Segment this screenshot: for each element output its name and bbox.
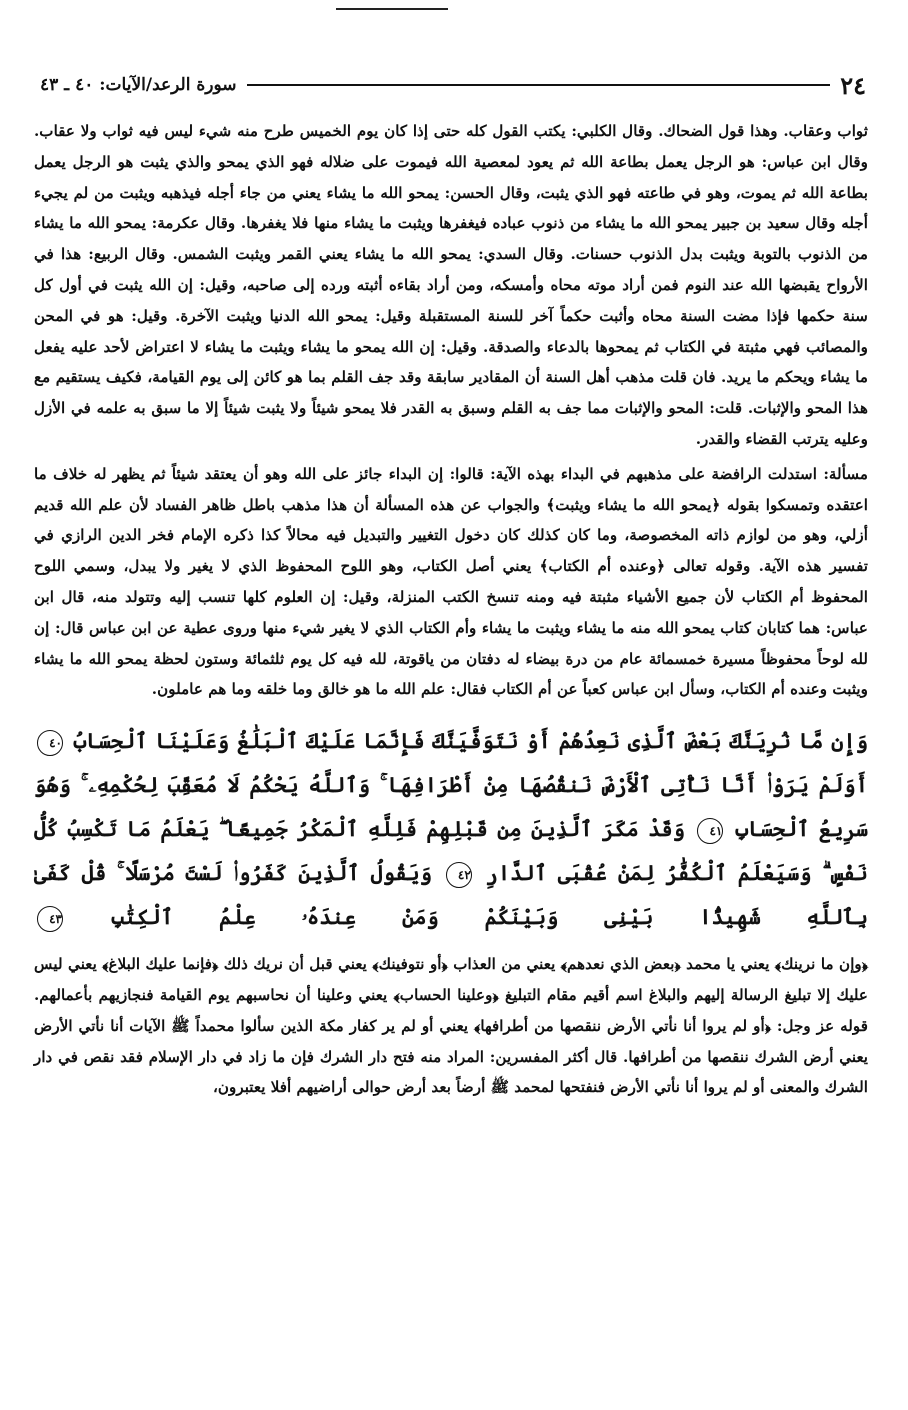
top-edge-mark	[336, 8, 448, 10]
surah-verse-range-title: سورة الرعد/الآيات: ٤٠ ـ ٤٣	[40, 75, 237, 95]
verse-40-marker: ٤٠	[37, 730, 63, 756]
issue-text: استدلت الرافضة على مذهبهم في البداء بهذه الآية: قالوا: إن البداء جائز على الله وهو أن يعتقد شيئاً ثم يظهر له خلاف ما اعتقده وتمسكوا بقوله ﴿يمحو الله ما يشاء ويثبت﴾ والجواب عن هذه المسألة أن هذا مذهب باطل ظاهر الفساد لأن علم الله قديم أزلي، وهو من لوازم ذاته المخصوصة، وما كان كذلك كان دخول التغيير والتبديل فيه محالاً كذا ذكره الإمام فخر الدين الرازي في تفسير هذه الآية. وقوله تعالى ﴿وعنده أم الكتاب﴾ يعني أصل الكتاب، وهو اللوح المحفوظ الذي لا يغير ولا يبدل، وسمي اللوح المحفوظ أم الكتاب لأن جميع الأشياء مثبتة فيه ومنه تنسخ الكتب المنزلة، وقيل: إن العلوم كلها تنسب إليه وتتولد منه، قال ابن عباس: هما كتابان كتاب يمحو الله منه ما يشاء ويثبت ما يشاء وأم الكتاب الذي لا يغير شيء منها وروى عطية عن ابن عباس قال: إن لله لوحاً محفوظاً مسيرة خمسمائة عام من درة بيضاء له دفتان من ياقوتة، لله فيه كل يوم ثلثمائة وستون لحظة يمحو الله ما يشاء ويثبت وعنده أم الكتاب، وسأل ابن عباس كعباً عن أم الكتاب فقال: علم الله ما هو خالق وما خلقه وما هم عاملون.	[34, 464, 868, 699]
verse-42-text: وَقَدْ مَكَرَ ٱلَّذِينَ مِن قَبْلِهِمْ فَلِلَّهِ ٱلْمَكْرُ جَمِيعًا ۖ يَعْلَمُ مَا تَكْسِبُ كُلُّ نَفْسٍ ۗ وَسَيَعْلَمُ ٱلْكُفَّٰرُ لِمَنْ عُقْبَى ٱلدَّارِ	[34, 816, 868, 886]
issue-label: مسألة:	[823, 464, 868, 483]
page-number: ٢٤	[840, 70, 866, 100]
header-rule	[247, 84, 831, 86]
verse-43-marker: ٤٣	[37, 906, 63, 932]
verse-41-text: أَوَلَمْ يَرَوْا۟ أَنَّا نَأْتِى ٱلْأَرْضَ نَنقُصُهَا مِنْ أَطْرَافِهَا ۚ وَٱللَّهُ يَحْكُمُ لَا مُعَقِّبَ لِحُكْمِهِۦ ۚ وَهُوَ سَرِيعُ ٱلْحِسَابِ	[34, 772, 869, 842]
commentary-paragraph-2	[34, 459, 868, 705]
commentary-paragraph-1: ثواب وعقاب. وهذا قول الضحاك. وقال الكلبي: يكتب القول كله حتى إذا كان يوم الخميس طرح منه شيء ليس فيه ثواب ولا عقاب. وقال ابن عباس: هو الرجل يعمل بطاعة الله ثم يعود لمعصية الله فيموت على ضلاله فهو الذي يمحو والذي يثبت هو الرجل يعمل بطاعة الله ثم يموت، وهو في طاعته فهو الذي يثبت، وقال الحسن: يمحو الله ما يشاء يعني من جاء أجله فيذهبه ويثبت من لم يجيء أجله وقال سعيد بن جبير يمحو الله ما يشاء من ذنوب عباده فيغفرها ويثبت ما يشاء منها فلا يغفرها. وقال عكرمة: يمحو الله ما يشاء من الذنوب بالتوبة ويثبت بدل الذنوب حسنات. وقال السدي: يمحو الله ما يشاء يعني القمر ويثبت الشمس. وقال الربيع: هذا في الأرواح يقبضها الله عند النوم فمن أراد موته محاه وأمسكه، ومن أراد بقاءه أثبته ورده إلى صاحبه، وقيل: إن الله يثبت في أول كل سنة حكمها فإذا مضت السنة محاه وأثبت حكماً آخر للسنة المستقبلة وقيل: يمحو الله الدنيا ويثبت الآخرة. وقيل: هو في المحن والمصائب فهي مثبتة في الكتاب ثم يمحوها بالدعاء والصدقة. وقيل: إن الله يمحو ما يشاء ويثبت ما يشاء لا اعتراض لأحد عليه يفعل ما يشاء ويحكم ما يريد. فان قلت مذهب أهل السنة أن المقادير سابقة وقد جف القلم بما هو كائن إلى يوم القيامة، فكيف يستقيم مع هذا المحو والإثبات. قلت: المحو والإثبات مما جف به القلم وسبق به القدر فلا يمحو شيئاً ولا يثبت شيئاً إلا ما سبق به علمه في الأزل وعليه يترتب القضاء والقدر.	[34, 122, 868, 448]
verse-43-text: وَيَقُولُ ٱلَّذِينَ كَفَرُوا۟ لَسْتَ مُرْسَلًا ۚ قُلْ كَفَىٰ بِٱللَّهِ شَهِيدًۢا بَيْنِى وَبَيْنَكُمْ وَمَنْ عِندَهُۥ عِلْمُ ٱلْكِتَٰبِ	[34, 860, 869, 930]
verse-41-marker: ٤١	[697, 818, 723, 844]
page-body	[34, 116, 868, 1103]
verse-42-marker: ٤٢	[446, 862, 472, 888]
verse-40-text: وَإِن مَّا نُرِيَنَّكَ بَعْضَ ٱلَّذِى نَعِدُهُمْ أَوْ نَتَوَفَّيَنَّكَ فَإِنَّمَا عَلَيْكَ ٱلْبَلَٰغُ وَعَلَيْنَا ٱلْحِسَابُ	[73, 728, 868, 754]
tafsir-paragraph: ﴿وإن ما نرينك﴾ يعني يا محمد ﴿بعض الذي نعدهم﴾ يعني من العذاب ﴿أو نتوفينك﴾ يعني قبل أن نريك ذلك ﴿فإنما عليك البلاغ﴾ يعني ليس عليك إلا تبليغ الرسالة إليهم والبلاغ اسم أقيم مقام التبليغ ﴿وعلينا الحساب﴾ يعني وعلينا أن نحاسبهم يوم القيامة فنجازيهم بأعمالهم. قوله عز وجل: ﴿أو لم يروا أنا نأتي الأرض ننقصها من أطرافها﴾ يعني أو لم ير كفار مكة الذين سألوا محمداً ﷺ الآيات أنا نأتي الأرض يعني أرض الشرك ننقصها من أطرافها. قال أكثر المفسرين: المراد منه فتح دار الشرك فإن ما زاد في دار الإسلام فقد نقص في دار الشرك والمعنى أو لم يروا أنا نأتي الأرض فنفتحها لمحمد ﷺ أرضاً بعد أرض حوالى أراضيهم أفلا يعتبرون،	[34, 955, 868, 1097]
quran-verses-block	[34, 719, 868, 939]
running-header	[40, 68, 866, 102]
